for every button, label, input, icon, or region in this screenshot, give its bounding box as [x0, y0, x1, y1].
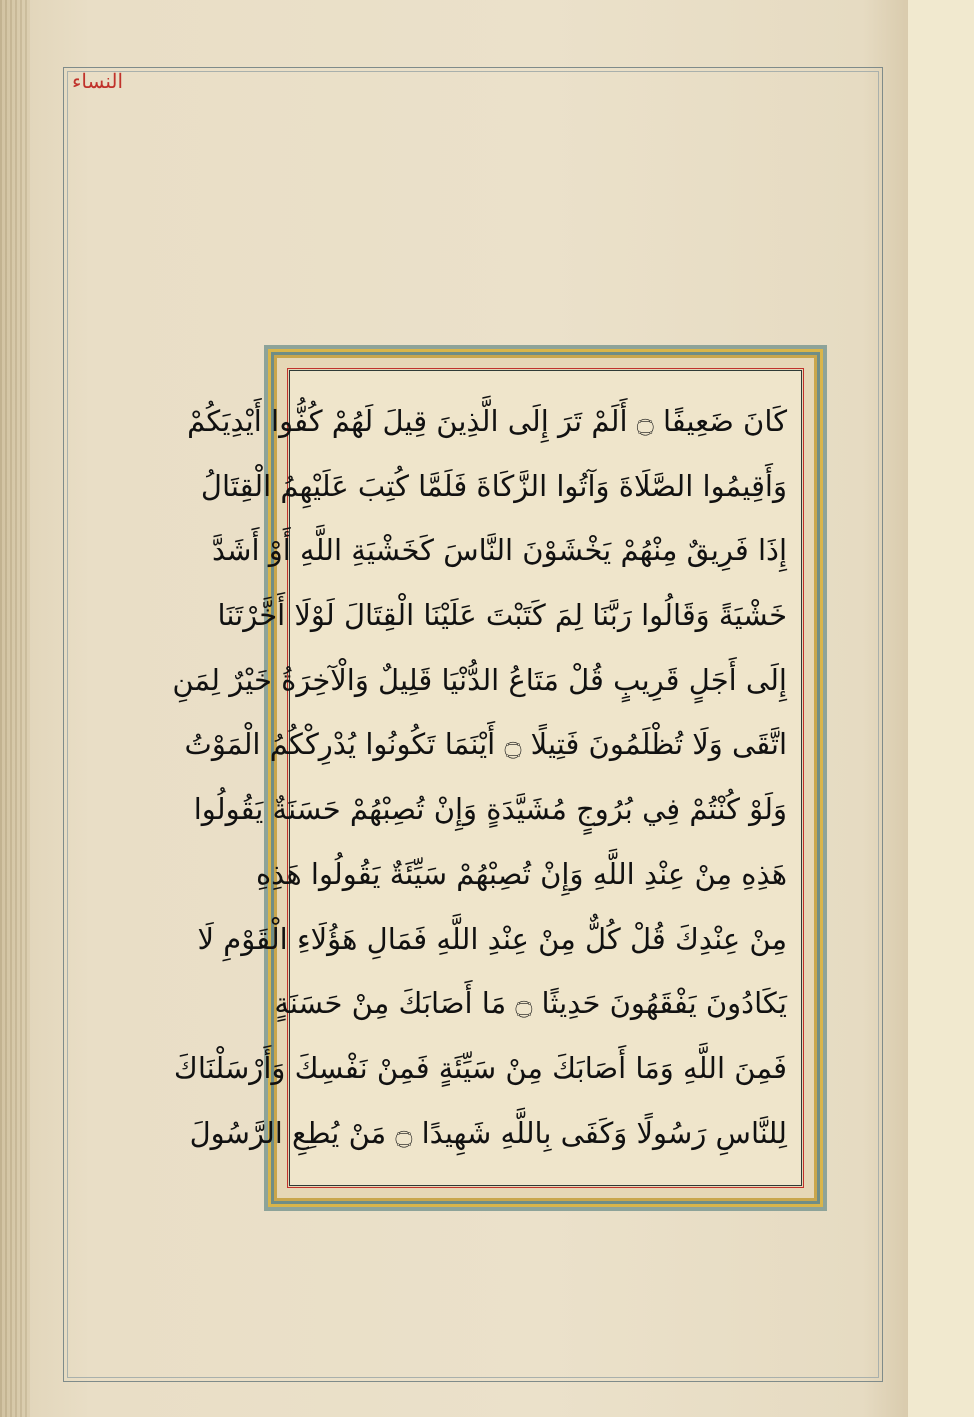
verse-line-12: لِلنَّاسِ رَسُولًا وَكَفَى بِاللَّهِ شَهِيدًا ۝ مَنْ يُطِعِ الرَّسُولَ	[189, 1115, 787, 1150]
verse-line-9: مِنْ عِنْدِكَ قُلْ كُلٌّ مِنْ عِنْدِ اللَّهِ فَمَالِ هَؤُلَاءِ الْقَوْمِ لَا	[197, 921, 787, 956]
verse-line-6: اتَّقَى وَلَا تُظْلَمُونَ فَتِيلًا ۝ أَيْنَمَا تَكُونُوا يُدْرِكْكُمُ الْمَوْتُ	[184, 727, 787, 762]
verse-line-5: إِلَى أَجَلٍ قَرِيبٍ قُلْ مَتَاعُ الدُّنْيَا قَلِيلٌ وَالْآخِرَةُ خَيْرٌ لِمَنِ	[172, 662, 787, 697]
verse-line-11: فَمِنَ اللَّهِ وَمَا أَصَابَكَ مِنْ سَيِّئَةٍ فَمِنْ نَفْسِكَ وَأَرْسَلْنَاكَ	[173, 1050, 787, 1085]
text-block	[172, 370, 802, 1186]
verse-line-3: إِذَا فَرِيقٌ مِنْهُمْ يَخْشَوْنَ النَّاسَ كَخَشْيَةِ اللَّهِ أَوْ أَشَدَّ	[211, 533, 787, 568]
text-panel	[172, 345, 827, 1211]
verse-line-7: وَلَوْ كُنْتُمْ فِي بُرُوجٍ مُشَيَّدَةٍ وَإِنْ تُصِبْهُمْ حَسَنَةٌ يَقُولُوا	[193, 792, 787, 827]
verse-lines	[172, 389, 801, 1165]
page-edge	[0, 0, 30, 1417]
surah-name-heading: النساء	[72, 69, 124, 93]
verse-line-4: خَشْيَةً وَقَالُوا رَبَّنَا لِمَ كَتَبْتَ عَلَيْنَا الْقِتَالَ لَوْلَا أَخَّرْتَنَا	[217, 598, 787, 633]
verse-line-8: هَذِهِ مِنْ عِنْدِ اللَّهِ وَإِنْ تُصِبْهُمْ سَيِّئَةٌ يَقُولُوا هَذِهِ	[255, 856, 787, 891]
background-strip	[908, 0, 974, 1417]
verse-line-1: كَانَ ضَعِيفًا ۝ أَلَمْ تَرَ إِلَى الَّذِينَ قِيلَ لَهُمْ كُفُّوا أَيْدِيَكُمْ	[187, 404, 787, 438]
verse-line-10: يَكَادُونَ يَفْقَهُونَ حَدِيثًا ۝ مَا أَصَابَكَ مِنْ حَسَنَةٍ	[274, 986, 787, 1021]
verse-line-2: وَأَقِيمُوا الصَّلَاةَ وَآتُوا الزَّكَاةَ فَلَمَّا كُتِبَ عَلَيْهِمُ الْقِتَالُ	[200, 468, 787, 503]
